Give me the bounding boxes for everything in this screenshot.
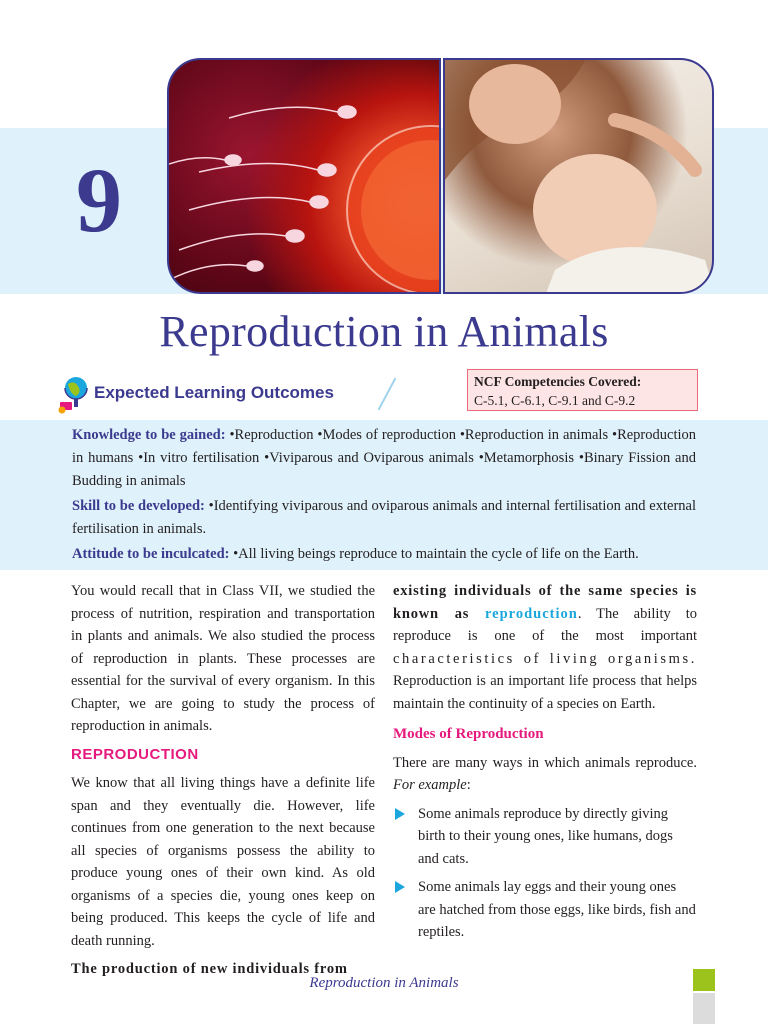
intro-paragraph: You would recall that in Class VII, we studied the process of nutrition, respiration and transportation in plants and animals. We also studied the process of reproduction in plants. These processes are essential for the survival of every organism. In this Chapter, we are going to study the process of reproduction in animals. <box>71 583 375 734</box>
chapter-number: 9 <box>76 149 122 251</box>
skill-paragraph <box>72 495 696 541</box>
modes-list <box>393 803 697 944</box>
right-column <box>393 580 697 950</box>
definition-start: The production of new individuals from <box>71 961 348 977</box>
modes-intro <box>393 752 697 797</box>
list-item-text: Some animals reproduce by directly giving birth to their young ones, like humans, dogs and cats. <box>418 805 673 867</box>
definition-rest: Reproduction is an important life process that helps maintain the continuity of a species on Earth. <box>393 673 697 712</box>
header-divider <box>378 378 397 411</box>
ncf-value: C-5.1, C-6.1, C-9.1 and C-9.2 <box>474 393 636 408</box>
left-column <box>71 580 375 987</box>
list-item <box>393 876 697 944</box>
ncf-label: NCF Competencies Covered: <box>474 374 642 389</box>
ncf-competencies-box <box>467 369 698 411</box>
modes-intro-text: There are many ways in which animals reproduce. <box>393 754 697 771</box>
reproduction-term: reproduction <box>484 605 578 622</box>
mother-baby-photo <box>443 58 714 294</box>
for-example-text: For example <box>393 777 467 793</box>
modes-of-reproduction-heading: Modes of Reproduction <box>393 726 544 742</box>
list-item <box>393 803 697 871</box>
attitude-text: •All living beings reproduce to maintain the cycle of life on the Earth. <box>229 546 639 562</box>
list-item-text: Some animals lay eggs and their young ones are hatched from those eggs, like birds, fish and reptiles. <box>418 879 696 940</box>
definition-paragraph <box>393 580 697 715</box>
chapter-title: Reproduction in Animals <box>159 307 609 356</box>
attitude-label: Attitude to be inculcated: <box>72 546 230 562</box>
page-footer: Reproduction in Animals <box>309 975 459 991</box>
mother-baby-illustration <box>445 60 714 294</box>
attitude-paragraph <box>72 543 696 566</box>
knowledge-text: •Reproduction •Modes of reproduction •Reproduction in animals •Reproduction in humans •In vitro fertilisation •Viviparous and Oviparous animals •Metamorphosis •Binary Fission and Budding in animals <box>72 427 697 489</box>
globe-learning-icon <box>56 374 92 414</box>
arrow-bullet-icon <box>395 808 405 820</box>
reproduction-paragraph: We know that all living things have a definite life span and they eventually die. However, life continues from one generation to the next because all species of organisms possess the ability to produce young ones of their own kind. As old organisms of a species die, young ones keep on being produced. This keeps the cycle of life and death running. <box>71 775 375 949</box>
page-tab-marker <box>693 969 715 991</box>
knowledge-paragraph <box>72 424 696 493</box>
knowledge-label: Knowledge to be gained: <box>72 427 226 443</box>
arrow-bullet-icon <box>395 881 405 893</box>
definition-continued: existing individuals of the same species is known as <box>393 583 697 622</box>
sperm-egg-photo <box>167 58 441 294</box>
skill-label: Skill to be developed: <box>72 498 205 514</box>
definition-spaced: characteristics of living organisms. <box>393 650 697 667</box>
sperm-egg-illustration <box>169 60 441 294</box>
skill-text: •Identifying viviparous and oviparous animals and internal fertilisation and external fertilisation in animals. <box>72 498 696 537</box>
definition-after: . The ability to reproduce is one of the most important <box>393 605 697 644</box>
page-tab-grey <box>693 993 715 1024</box>
expected-learning-outcomes-label: Expected Learning Outcomes <box>94 383 334 402</box>
learning-outcomes-panel <box>0 420 768 570</box>
modes-intro-colon: : <box>466 777 471 793</box>
reproduction-heading: REPRODUCTION <box>71 745 199 763</box>
